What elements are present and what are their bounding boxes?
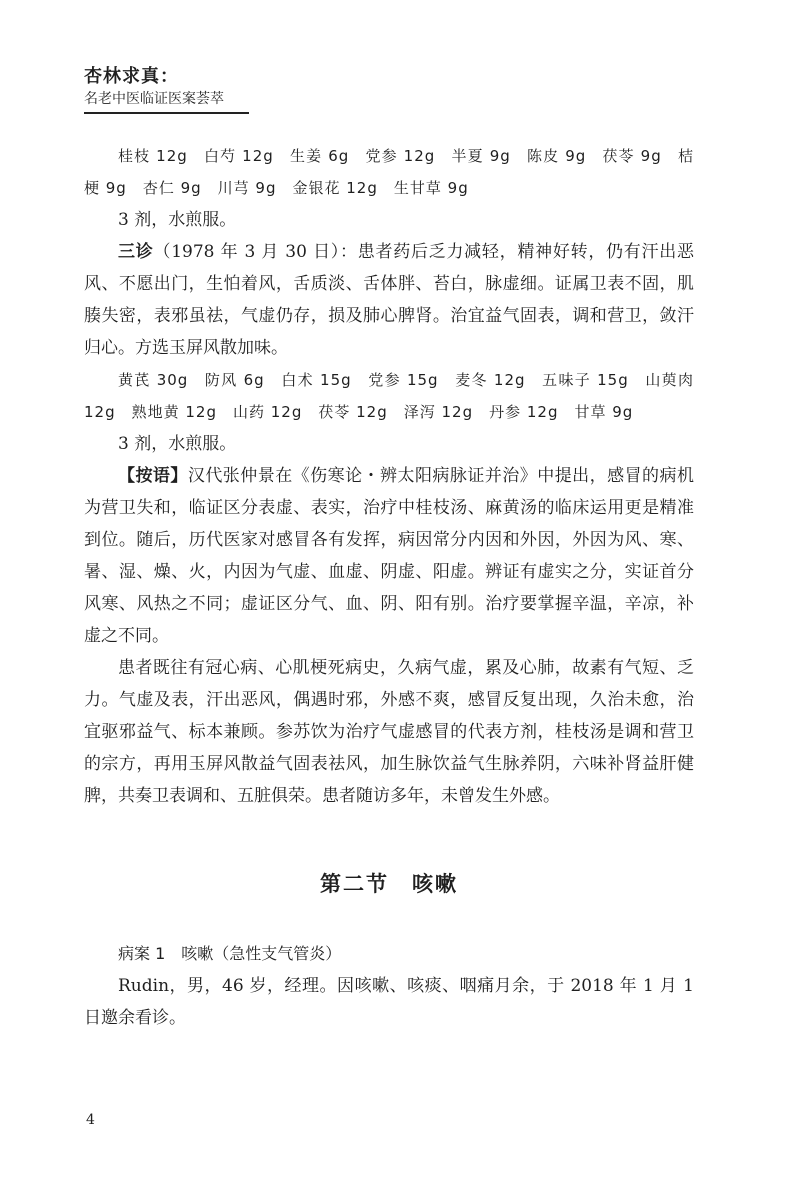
running-header — [84, 66, 249, 114]
section-title: 第二节 咳嗽 — [320, 871, 458, 896]
commentary-paragraph-2: 患者既往有冠心病、心肌梗死病史，久病气虚，累及心肺，故素有气短、乏力。气虚及表，汗出恶风，偶遇时邪，外感不爽，感冒反复出现，久治未愈，治宜驱邪益气、标本兼顾。参苏饮为治疗气虚感冒的代表方剂，桂枝汤是调和营卫的宗方，再用玉屏风散益气固表祛风，加生脉饮益气生脉养阴，六味补肾益肝健脾，共奏卫表调和、五脏俱荣。患者随访多年，未曾发生外感。 — [84, 658, 694, 806]
visit-3-paragraph — [84, 236, 694, 364]
header-rule — [84, 112, 249, 114]
book-title: 杏林求真： — [84, 66, 179, 87]
visit-3-text: （1978 年 3 月 30 日）：患者药后乏力减轻，精神好转，仍有汗出恶风、不愿出门，生怕着风，舌质淡、舌体胖、苔白，脉虚细。证属卫表不固，肌腠失密，表邪虽祛，气虚仍存，损及肺心脾肾。治宜益气固表，调和营卫，敛汗归心。方选玉屏风散加味。 — [84, 242, 694, 358]
page-content — [84, 140, 694, 1034]
case-text: Rudin，男，46 岁，经理。因咳嗽、咳痰、咽痛月余，于 2018 年 1 月 1 日邀余看诊。 — [84, 976, 694, 1028]
book-subtitle: 名老中医临证医案荟萃 — [84, 91, 224, 107]
prescription-2: 黄芪 30g 防风 6g 白术 15g 党参 15g 麦冬 12g 五味子 15g 山萸肉 12g 熟地黄 12g 山药 12g 茯苓 12g 泽泻 12g 丹参 12g 甘草 9g — [84, 371, 694, 421]
dosage-1: 3 剂，水煎服。 — [118, 210, 237, 230]
commentary-label: 【按语】 — [118, 466, 188, 486]
prescription-1: 桂枝 12g 白芍 12g 生姜 6g 党参 12g 半夏 9g 陈皮 9g 茯苓 9g 桔梗 9g 杏仁 9g 川芎 9g 金银花 12g 生甘草 9g — [84, 147, 694, 197]
visit-3-label: 三诊 — [118, 242, 154, 262]
case-title: 病案 1 咳嗽（急性支气管炎） — [118, 944, 342, 963]
dosage-2: 3 剂，水煎服。 — [118, 434, 237, 454]
commentary-paragraph-1 — [84, 460, 694, 652]
page-number: 4 — [86, 1112, 95, 1128]
commentary-text-1: 汉代张仲景在《伤寒论・辨太阳病脉证并治》中提出，感冒的病机为营卫失和，临证区分表虚、表实，治疗中桂枝汤、麻黄汤的临床运用更是精准到位。随后，历代医家对感冒各有发挥，病因常分内因和外因，外因为风、寒、暑、湿、燥、火，内因为气虚、血虚、阴虚、阳虚。辨证有虚实之分，实证首分风寒、风热之不同；虚证区分气、血、阴、阳有别。治疗要掌握辛温，辛凉，补虚之不同。 — [84, 466, 694, 646]
